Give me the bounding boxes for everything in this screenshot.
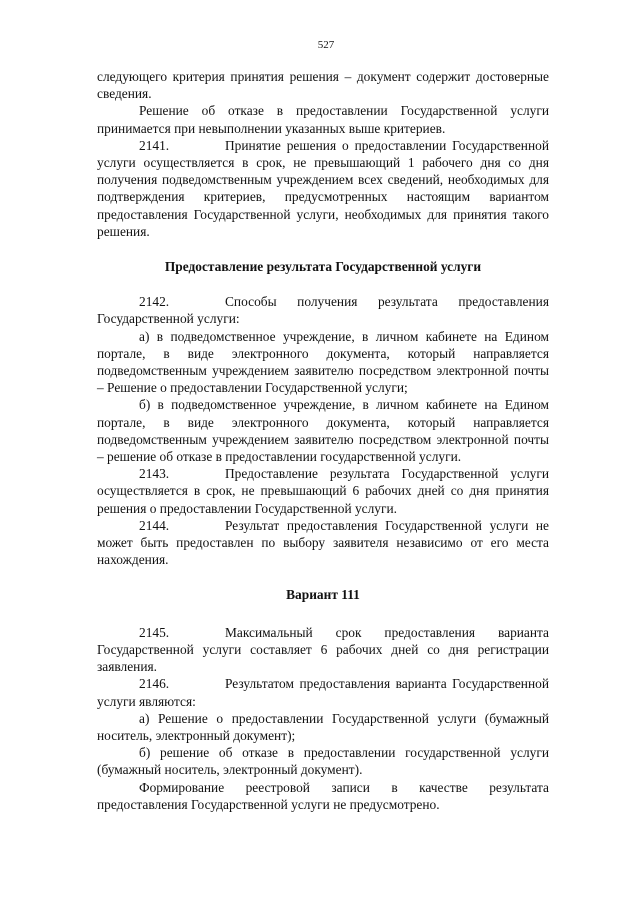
paragraph-number: 2141. — [139, 137, 170, 153]
list-item: б) решение об отказе в предоставлении государственной услуги (бумажный носитель, электронный документ). — [97, 745, 549, 778]
paragraph-number: 2146. — [139, 676, 170, 692]
numbered-paragraph — [97, 517, 549, 569]
paragraph-number: 2145. — [139, 624, 170, 640]
numbered-paragraph — [97, 675, 549, 709]
paragraph-text: Максимальный срок предоставления варианта Государственной услуги составляет 6 рабочих дней со дня регистрации заявления. — [97, 624, 549, 675]
paragraph-number: 2143. — [139, 466, 170, 482]
paragraph-text: Результатом предоставления варианта Государственной услуги являются: — [97, 676, 549, 709]
paragraph-text: Предоставление результата Государственной услуги осуществляется в срок, не превышающий 6 рабочих дней со дня принятия решения о предоставлении Государственной услуги. — [97, 466, 549, 516]
paragraph-number: 2144. — [139, 517, 170, 533]
numbered-paragraph — [97, 293, 549, 327]
paragraph-text: Результат предоставления Государственной услуги не может быть предоставлен по выбору заявителя независимо от его места нахождения. — [97, 517, 549, 568]
list-item: а) Решение о предоставлении Государственной услуги (бумажный носитель, электронный документ); — [97, 710, 549, 743]
list-item: б) в подведомственное учреждение, в личном кабинете на Едином портале, в виде электронного документа, который направляется подведомственным учреждением заявителю посредством электронной почты – решение об отказе в предоставлении государственной услуги. — [97, 397, 549, 465]
list-item: а) в подведомственное учреждение, в личном кабинете на Едином портале, в виде электронного документа, который направляется подведомственным учреждением заявителю посредством электронной почты – Решение о предоставлении Государственной услуги; — [97, 328, 549, 396]
numbered-paragraph — [97, 624, 549, 676]
section-heading: Предоставление результата Государственной услуги — [164, 259, 482, 275]
variant-heading: Вариант 111 — [286, 587, 360, 603]
numbered-paragraph — [97, 137, 549, 240]
paragraph-number: 2142. — [139, 294, 170, 310]
paragraph-text: Принятие решения о предоставлении Государственной услуги осуществляется в срок, не превышающий 1 рабочего дня со дня получения подведомственным учреждением всех сведений, необходимых для подтверждения критериев, предусмотренных настоящим вариантом предоставления Государственной услуги, необходимых для принятия такого решения. — [97, 137, 549, 239]
document-page — [97, 38, 549, 813]
page-number: 527 — [317, 39, 335, 51]
paragraph: Формирование реестровой записи в качестве результата предоставления Государственной услуги не предусмотрено. — [97, 779, 549, 812]
paragraph: Решение об отказе в предоставлении Государственной услуги принимается при невыполнении указанных выше критериев. — [97, 103, 549, 136]
paragraph: следующего критерия принятия решения – документ содержит достоверные сведения. — [97, 69, 549, 102]
numbered-paragraph — [97, 465, 549, 517]
paragraph-text: Способы получения результата предоставления Государственной услуги: — [97, 294, 549, 327]
